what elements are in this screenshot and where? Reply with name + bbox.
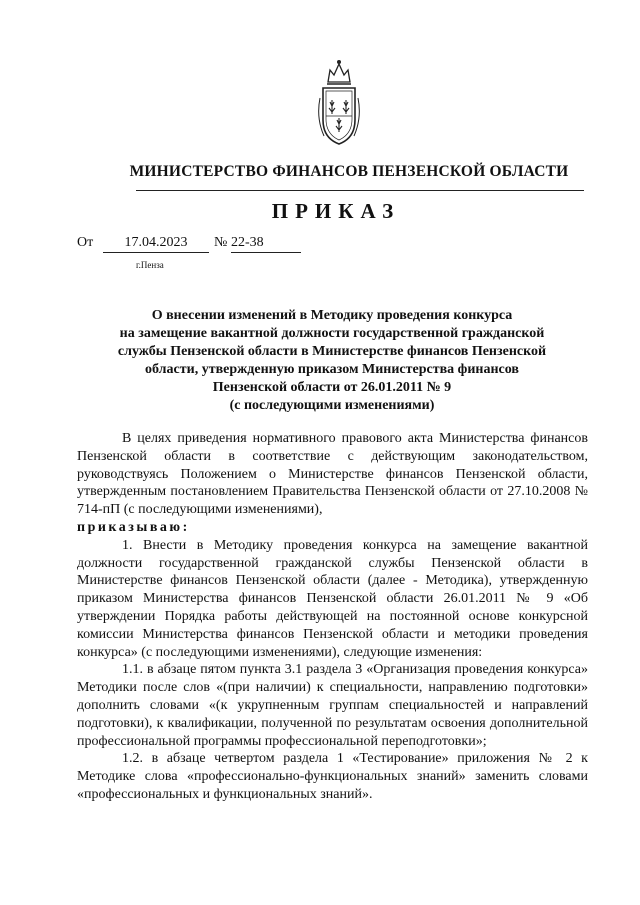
item-1-paragraph: 1. Внести в Методику проведения конкурса на замещение вакантной должности государственной гражданской службы Пензенской области в Министерстве финансов Пензенской области (далее - Методика), утвержденную приказом Министерства финансов Пензенской области 26.01.2011 № 9 «Об утверждении Порядка работы действующей на постоянной основе конкурсной комиссии Министерства финансов Пензенской области и методики проведения конкурса» (с последующими изменениями), следующие изменения: <box>77 537 588 660</box>
order-word: приказываю: <box>77 519 190 535</box>
item-1-1-paragraph: 1.1. в абзаце пятом пункта 3.1 раздела 3 «Организация проведения конкурса» Методики после слов «(при наличии) к специальности, направлению подготовки» дополнить словами «(к укрупненным группам специальностей и направлений подготовки), к квалификации, полученной по результатам освоения дополнительной профессиональной программы профессиональной переподготовки»; <box>77 662 588 749</box>
number-label: № <box>214 235 228 250</box>
title-line: (с последующими изменениями) <box>229 398 435 413</box>
title-line: области, утвержденную приказом Министерства финансов <box>145 362 519 377</box>
city: г.Пенза <box>136 260 164 270</box>
header-divider <box>136 190 584 191</box>
order-word-paragraph <box>77 519 588 537</box>
ministry-name <box>0 163 640 181</box>
date-label: От <box>77 235 94 250</box>
order-number: 22-38 <box>231 235 301 253</box>
title-line: Пензенской области от 26.01.2011 № 9 <box>212 380 452 395</box>
title-line: службы Пензенской области в Министерстве финансов Пензенской <box>117 344 547 359</box>
order-date: 17.04.2023 <box>103 235 209 253</box>
preamble-paragraph: В целях приведения нормативного правового акта Министерства финансов Пензенской области в соответствие с действующим законодательством, руководствуясь Положением о Министерстве финансов Пензенской области, утвержденным постановлением Правительства Пензенской области от 27.10.2008 № 714-пП (с последующими изменениями), <box>77 431 588 518</box>
order-title <box>92 307 572 415</box>
coat-of-arms-icon <box>318 58 360 150</box>
title-line: О внесении изменений в Методику проведения конкурса <box>151 308 513 323</box>
document-type: ПРИКАЗ <box>271 199 401 223</box>
ministry-name-text: МИНИСТЕРСТВО ФИНАНСОВ ПЕНЗЕНСКОЙ ОБЛАСТИ <box>129 163 569 180</box>
order-body <box>77 430 588 804</box>
item-1-2-paragraph: 1.2. в абзаце четвертом раздела 1 «Тестирование» приложения № 2 к Методике слова «профессионально-функциональных знаний» заменить словами «профессиональных и функциональных знаний». <box>77 751 588 802</box>
title-line: на замещение вакантной должности государственной гражданской <box>119 326 545 341</box>
